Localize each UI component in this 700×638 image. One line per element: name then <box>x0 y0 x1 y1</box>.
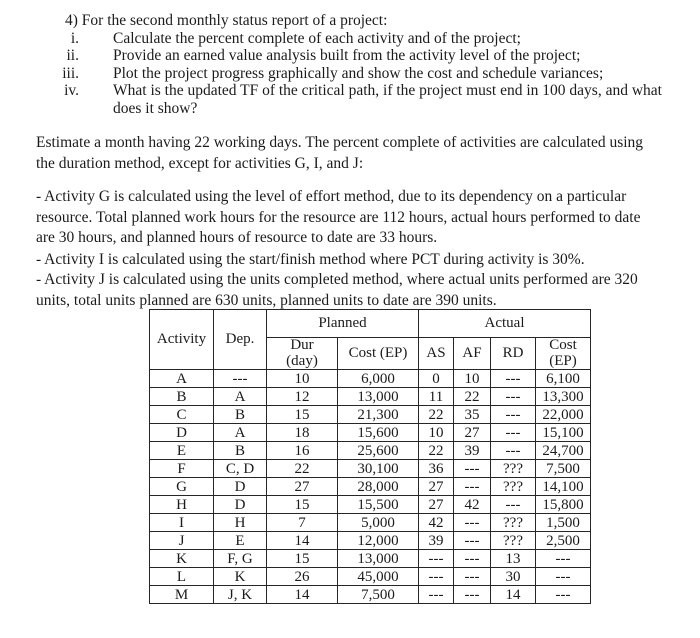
table-cell: --- <box>419 568 454 586</box>
activity-data-table <box>149 309 591 604</box>
table-cell: 1,500 <box>536 514 591 532</box>
table-cell: 10 <box>267 370 338 388</box>
table-cell: A <box>214 388 267 406</box>
table-cell: 13,000 <box>338 388 419 406</box>
table-cell: D <box>214 478 267 496</box>
table-cell: 22 <box>419 442 454 460</box>
table-row <box>150 406 591 424</box>
table-cell: 22 <box>419 406 454 424</box>
table-cell: 15 <box>267 550 338 568</box>
table-cell: --- <box>491 370 536 388</box>
table-cell: 16 <box>267 442 338 460</box>
table-cell: --- <box>454 514 491 532</box>
table-cell: 14 <box>267 586 338 604</box>
table-cell: --- <box>491 388 536 406</box>
table-cell: K <box>214 568 267 586</box>
text-line: Provide an earned value analysis built from the activity level of the project; <box>113 47 581 64</box>
table-cell: 10 <box>454 370 491 388</box>
table-header-rd: RD <box>491 338 536 370</box>
table-cell: 15,500 <box>338 496 419 514</box>
table-cell: 15,800 <box>536 496 591 514</box>
table-cell: --- <box>536 550 591 568</box>
list-item-text <box>113 65 603 83</box>
table-cell: 36 <box>419 460 454 478</box>
table-header-dep: Dep. <box>214 310 267 370</box>
table-row <box>150 532 591 550</box>
table-cell: 13 <box>491 550 536 568</box>
table-cell: E <box>150 442 214 460</box>
paragraph-activity-j <box>36 270 666 311</box>
table-cell: M <box>150 586 214 604</box>
list-item-numeral: i. <box>70 29 79 47</box>
table-cell: 42 <box>454 496 491 514</box>
list-item-text <box>113 47 580 65</box>
table-body <box>150 370 591 604</box>
table-cell: 13,300 <box>536 388 591 406</box>
table-cell: 39 <box>419 532 454 550</box>
table-row <box>150 496 591 514</box>
table-cell: C, D <box>214 460 267 478</box>
table-cell: 12 <box>267 388 338 406</box>
table-cell: 13,000 <box>338 550 419 568</box>
table-row <box>150 388 591 406</box>
table-cell: D <box>214 496 267 514</box>
table-cell: 42 <box>419 514 454 532</box>
table-cell: ??? <box>491 478 536 496</box>
paragraph-activity-g <box>36 187 666 249</box>
table-cell: 6,000 <box>338 370 419 388</box>
list-item-text <box>113 30 521 48</box>
table-header <box>150 310 591 370</box>
question-list-item <box>36 82 666 117</box>
table-cell: --- <box>491 406 536 424</box>
text-line: - Activity G is calculated using the level of effort method, due to its dependency on a particular <box>36 188 627 205</box>
table-cell: B <box>214 406 267 424</box>
list-item-numeral: iii. <box>62 64 79 82</box>
table-cell: --- <box>536 568 591 586</box>
question-intro: 4) For the second monthly status report of a project: <box>65 12 388 29</box>
text-line: resource. Total planned work hours for the resource are 112 hours, actual hours performed to date <box>36 208 641 226</box>
table-row <box>150 514 591 532</box>
text-line: are 30 hours, and planned hours of resource to date are 33 hours. <box>36 229 438 246</box>
question-list-item <box>36 30 666 48</box>
table-header-af: AF <box>454 338 491 370</box>
table-cell: 24,700 <box>536 442 591 460</box>
table-cell: D <box>150 424 214 442</box>
table-cell: 22 <box>454 388 491 406</box>
table-cell: E <box>214 532 267 550</box>
table-cell: --- <box>419 550 454 568</box>
table-row <box>150 460 591 478</box>
text-line: (EP) <box>549 352 577 369</box>
table-row <box>150 478 591 496</box>
table-cell: ??? <box>491 460 536 478</box>
table-header-actual-cost <box>536 338 591 370</box>
table-cell: 27 <box>267 478 338 496</box>
table-cell: 15 <box>267 496 338 514</box>
table-cell: K <box>150 550 214 568</box>
table-cell: 30,100 <box>338 460 419 478</box>
table-cell: 35 <box>454 406 491 424</box>
text-line: Calculate the percent complete of each activity and of the project; <box>113 29 521 47</box>
paragraph-estimate <box>36 133 666 174</box>
text-line: Dur <box>290 337 314 353</box>
list-item-numeral: ii. <box>66 47 79 64</box>
table-cell: 5,000 <box>338 514 419 532</box>
table-cell: B <box>150 388 214 406</box>
table-cell: A <box>214 424 267 442</box>
table-cell: --- <box>454 550 491 568</box>
table-row <box>150 370 591 388</box>
table-cell: J, K <box>214 586 267 604</box>
paragraph-activity-i <box>36 250 666 271</box>
table-cell: 45,000 <box>338 568 419 586</box>
table-cell: 27 <box>419 478 454 496</box>
table-cell: 7 <box>267 514 338 532</box>
table-cell: 15,600 <box>338 424 419 442</box>
table-cell: 14,100 <box>536 478 591 496</box>
text-line: Cost <box>549 337 577 353</box>
text-line: - Activity I is calculated using the start/finish method where PCT during activity is 30%. <box>36 250 585 268</box>
table-row <box>150 442 591 460</box>
table-header-activity: Activity <box>150 310 214 370</box>
table-row <box>150 424 591 442</box>
table-cell: B <box>214 442 267 460</box>
table-row <box>150 586 591 604</box>
table-cell: 26 <box>267 568 338 586</box>
table-cell: --- <box>491 442 536 460</box>
table-cell: 27 <box>419 496 454 514</box>
table-cell: 18 <box>267 424 338 442</box>
table-cell: 15 <box>267 406 338 424</box>
table-header-dur <box>267 338 338 370</box>
table-row <box>150 568 591 586</box>
table-cell: --- <box>419 586 454 604</box>
table-cell: J <box>150 532 214 550</box>
table-cell: --- <box>454 478 491 496</box>
table-cell: F <box>150 460 214 478</box>
table-cell: 21,300 <box>338 406 419 424</box>
table-cell: 22,000 <box>536 406 591 424</box>
table-header-planned-group: Planned <box>267 310 419 338</box>
text-line: What is the updated TF of the critical path, if the project must end in 100 days, and what <box>113 82 662 99</box>
table-cell: 22 <box>267 460 338 478</box>
table-cell: 11 <box>419 388 454 406</box>
table-cell: --- <box>454 460 491 478</box>
table-cell: I <box>150 514 214 532</box>
text-line: Estimate a month having 22 working days. The percent complete of activities are calculated using <box>36 134 644 151</box>
table-cell: 14 <box>267 532 338 550</box>
table-cell: --- <box>454 586 491 604</box>
table-cell: 0 <box>419 370 454 388</box>
table-header-as: AS <box>419 338 454 370</box>
table-cell: 14 <box>491 586 536 604</box>
table-cell: --- <box>454 568 491 586</box>
text-line: Plot the project progress graphically and show the cost and schedule variances; <box>113 64 604 82</box>
table-cell: 12,000 <box>338 532 419 550</box>
list-item-text <box>113 82 662 117</box>
table-cell: 7,500 <box>536 460 591 478</box>
table-cell: --- <box>536 586 591 604</box>
table-cell: L <box>150 568 214 586</box>
text-line: (day) <box>286 352 318 369</box>
table-cell: H <box>214 514 267 532</box>
table-cell: --- <box>454 532 491 550</box>
table-cell: 25,600 <box>338 442 419 460</box>
table-cell: A <box>150 370 214 388</box>
table-row <box>150 550 591 568</box>
table-header-planned-cost: Cost (EP) <box>338 338 419 370</box>
text-line: the duration method, except for activities G, I, and J: <box>36 154 364 172</box>
table-cell: ??? <box>491 514 536 532</box>
text-line: does it show? <box>113 99 198 117</box>
table-cell: F, G <box>214 550 267 568</box>
question-list-item <box>36 47 666 65</box>
table-header-row-groups <box>150 310 591 338</box>
table-cell: --- <box>214 370 267 388</box>
table-cell: H <box>150 496 214 514</box>
table-cell: 15,100 <box>536 424 591 442</box>
table-cell: 10 <box>419 424 454 442</box>
table-cell: C <box>150 406 214 424</box>
table-cell: 6,100 <box>536 370 591 388</box>
table-cell: --- <box>491 496 536 514</box>
text-line: units, total units planned are 630 units, planned units to date are 390 units. <box>36 291 497 309</box>
table-cell: 28,000 <box>338 478 419 496</box>
question-block <box>36 12 666 117</box>
table-header-actual-group: Actual <box>419 310 591 338</box>
text-line: - Activity J is calculated using the units completed method, where actual units performed are 320 <box>36 271 638 288</box>
table-cell: 7,500 <box>338 586 419 604</box>
list-item-numeral: iv. <box>64 82 79 99</box>
table-cell: 27 <box>454 424 491 442</box>
question-list-item <box>36 65 666 83</box>
table-cell: ??? <box>491 532 536 550</box>
table-cell: --- <box>491 424 536 442</box>
table-cell: 39 <box>454 442 491 460</box>
table-cell: 2,500 <box>536 532 591 550</box>
table-cell: G <box>150 478 214 496</box>
table-cell: 30 <box>491 568 536 586</box>
